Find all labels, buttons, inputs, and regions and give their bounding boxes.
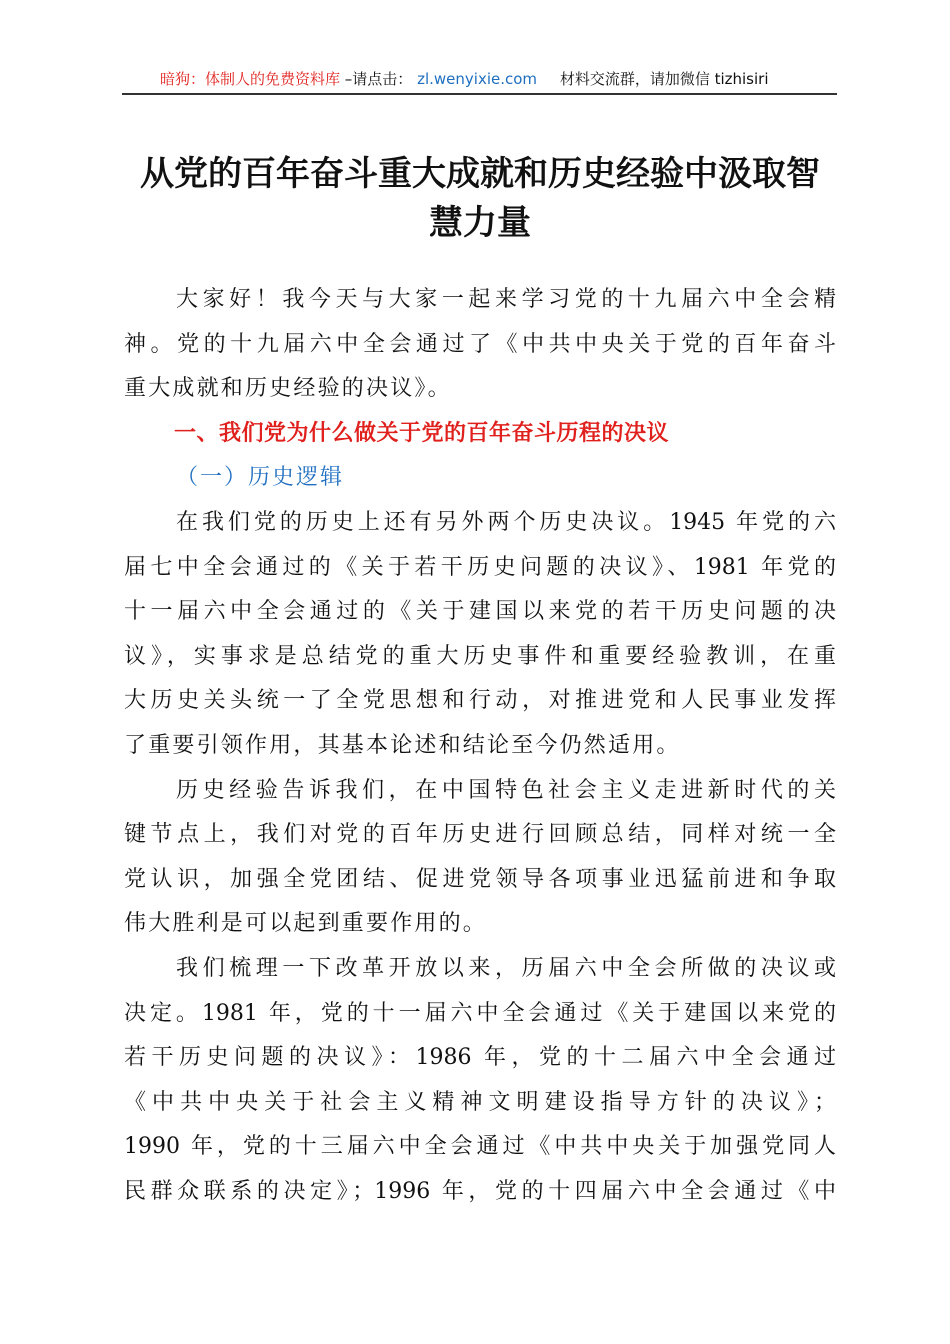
promo-url-link[interactable]: zl.wenyixie.com [417, 70, 538, 88]
text-line: 重大成就和历史经验的决议》。 [124, 376, 452, 402]
title-line: 慧力量 [429, 203, 531, 243]
text-line: 1990 年，党的十三届六中全会通过《中共中央关于加强党同人 [124, 1134, 836, 1160]
subsection-heading: （一）历史逻辑 [176, 465, 345, 491]
text-line: 党认识，加强全党团结、促进党领导各项事业迅猛前进和争取 [124, 866, 836, 892]
text-line: 《中共中央关于社会主义精神文明建设指导方针的决议》； [124, 1089, 836, 1115]
text-line: 了重要引领作用，其基本论述和结论至今仍然适用。 [124, 732, 681, 758]
text-line: 历史经验告诉我们，在中国特色社会主义走进新时代的关 [176, 777, 836, 803]
promo-click-label: –请点击： [344, 70, 413, 88]
text-line: 伟大胜利是可以起到重要作用的。 [124, 911, 488, 937]
contact-text: 材料交流群，请加微信 tizhisiri [559, 70, 769, 88]
text-line: 我们梳理一下改革开放以来，历届六中全会所做的决议或 [176, 955, 836, 981]
document-body [124, 278, 836, 1214]
text-line: 届七中全会通过的《关于若干历史问题的决议》、1981 年党的 [124, 554, 836, 580]
title-line: 从党的百年奋斗重大成就和历史经验中汲取智 [140, 154, 820, 194]
text-line: 民群众联系的决定》；1996 年，党的十四届六中全会通过《中 [124, 1178, 836, 1204]
text-line: 键节点上，我们对党的百年历史进行回顾总结，同样对统一全 [124, 822, 836, 848]
text-line: 若干历史问题的决议》：1986 年，党的十二届六中全会通过 [124, 1045, 836, 1071]
document-title [110, 150, 850, 248]
paragraph [124, 947, 836, 1215]
paragraph [124, 278, 836, 412]
text-line: 大家好！我今天与大家一起来学习党的十九届六中全会精 [176, 287, 836, 312]
paragraph [124, 501, 836, 769]
text-line: 神。党的十九届六中全会通过了《中共中央关于党的百年奋斗 [124, 331, 836, 357]
paragraph [124, 769, 836, 947]
text-line: 议》，实事求是总结党的重大历史事件和重要经验教训，在重 [124, 643, 836, 669]
section-heading: 一、我们党为什么做关于党的百年奋斗历程的决议 [174, 420, 670, 446]
promo-text: 暗狗：体制人的免费资料库 [160, 70, 341, 88]
text-line: 十一届六中全会通过的《关于建国以来党的若干历史问题的决 [124, 599, 836, 625]
text-line: 决定。1981 年，党的十一届六中全会通过《关于建国以来党的 [124, 1000, 836, 1026]
page-header [122, 68, 837, 95]
text-line: 大历史关头统一了全党思想和行动，对推进党和人民事业发挥 [124, 688, 836, 714]
text-line: 在我们党的历史上还有另外两个历史决议。1945 年党的六 [176, 509, 836, 535]
